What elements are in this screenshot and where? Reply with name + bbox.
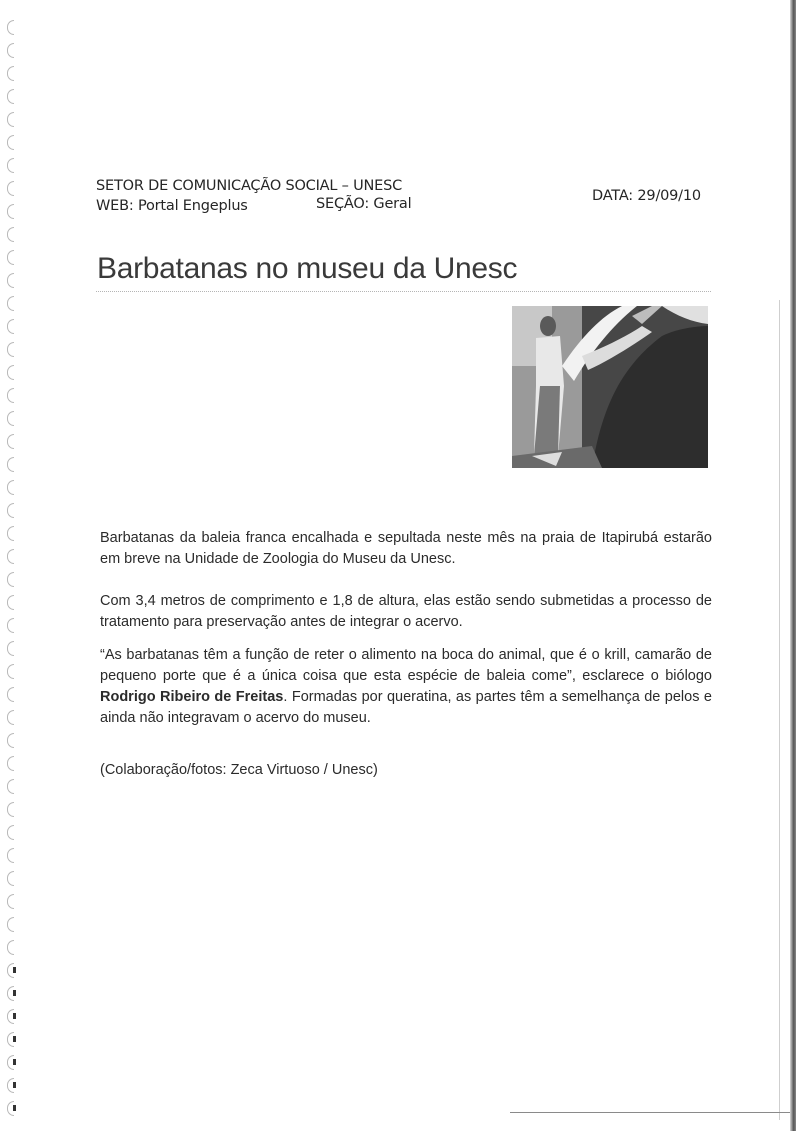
binding-hole-icon	[7, 273, 14, 288]
binding-hole-icon	[7, 89, 14, 104]
scan-edge-line	[779, 300, 780, 1120]
binding-mark	[13, 990, 16, 996]
binding-hole-icon	[7, 756, 14, 771]
binding-hole-icon	[7, 365, 14, 380]
binding-hole-icon	[7, 940, 14, 955]
date-label: DATA: 29/09/10	[592, 188, 701, 204]
web-source-label: WEB: Portal Engeplus	[96, 198, 248, 214]
title-divider	[96, 291, 711, 292]
binding-hole-icon	[7, 135, 14, 150]
binding-hole-icon	[7, 227, 14, 242]
whale-baleen-photo	[512, 306, 708, 468]
binding-hole-icon	[7, 802, 14, 817]
binding-hole-icon	[7, 158, 14, 173]
binding-mark	[13, 967, 16, 973]
sector-label: SETOR DE COMUNICAÇÃO SOCIAL – UNESC	[96, 178, 403, 194]
paragraph-3-text-end: . Formadas por queratina, as partes têm a semelhança de pelos e ainda não integravam o acervo do museu.	[100, 689, 712, 726]
binding-mark	[13, 1082, 16, 1088]
binding-hole-icon	[7, 733, 14, 748]
binding-mark	[13, 1059, 16, 1065]
biologist-name: Rodrigo Ribeiro de Freitas	[100, 689, 284, 705]
paragraph-3	[100, 645, 712, 729]
binding-hole-icon	[7, 411, 14, 426]
article-title: Barbatanas no museu da Unesc	[97, 252, 518, 285]
binding-mark	[13, 1105, 16, 1111]
binding-hole-icon	[7, 204, 14, 219]
binding-hole-icon	[7, 825, 14, 840]
binding-hole-icon	[7, 112, 14, 127]
binding-hole-icon	[7, 503, 14, 518]
paragraph-3-text: “As barbatanas têm a função de reter o alimento na boca do animal, que é o krill, camarão de pequeno porte que é a única coisa que esta espécie de baleia come”, esclarece o biólogo	[100, 647, 712, 684]
binding-hole-icon	[7, 894, 14, 909]
binding-hole-icon	[7, 779, 14, 794]
binding-hole-icon	[7, 572, 14, 587]
binding-hole-icon	[7, 388, 14, 403]
binding-hole-icon	[7, 664, 14, 679]
binding-hole-icon	[7, 250, 14, 265]
binding-hole-icon	[7, 526, 14, 541]
section-label: SEÇÃO: Geral	[316, 196, 412, 212]
binding-hole-icon	[7, 319, 14, 334]
binding-hole-icon	[7, 641, 14, 656]
binding-hole-icon	[7, 595, 14, 610]
binding-hole-icon	[7, 434, 14, 449]
binding-hole-icon	[7, 871, 14, 886]
binding-hole-icon	[7, 710, 14, 725]
binding-hole-icon	[7, 181, 14, 196]
binding-hole-icon	[7, 549, 14, 564]
binding-hole-icon	[7, 457, 14, 472]
binding-hole-icon	[7, 480, 14, 495]
bottom-rule	[510, 1112, 790, 1113]
scan-edge-shadow	[790, 0, 796, 1131]
binding-hole-icon	[7, 687, 14, 702]
paragraph-2: Com 3,4 metros de comprimento e 1,8 de altura, elas estão sendo submetidas a processo de tratamento para preservação antes de integrar o acervo.	[100, 593, 712, 630]
binding-hole-icon	[7, 296, 14, 311]
binding-hole-icon	[7, 848, 14, 863]
binding-hole-icon	[7, 20, 14, 35]
binding-hole-icon	[7, 66, 14, 81]
binding-hole-icon	[7, 43, 14, 58]
binding-hole-icon	[7, 618, 14, 633]
photo-credit: (Colaboração/fotos: Zeca Virtuoso / Unesc)	[100, 762, 378, 778]
paragraph-1: Barbatanas da baleia franca encalhada e sepultada neste mês na praia de Itapirubá estarão em breve na Unidade de Zoologia do Museu da Unesc.	[100, 530, 712, 567]
binding-mark	[13, 1036, 16, 1042]
binding-hole-icon	[7, 917, 14, 932]
binding-hole-icon	[7, 342, 14, 357]
binding-mark	[13, 1013, 16, 1019]
spiral-binding	[4, 20, 22, 1120]
